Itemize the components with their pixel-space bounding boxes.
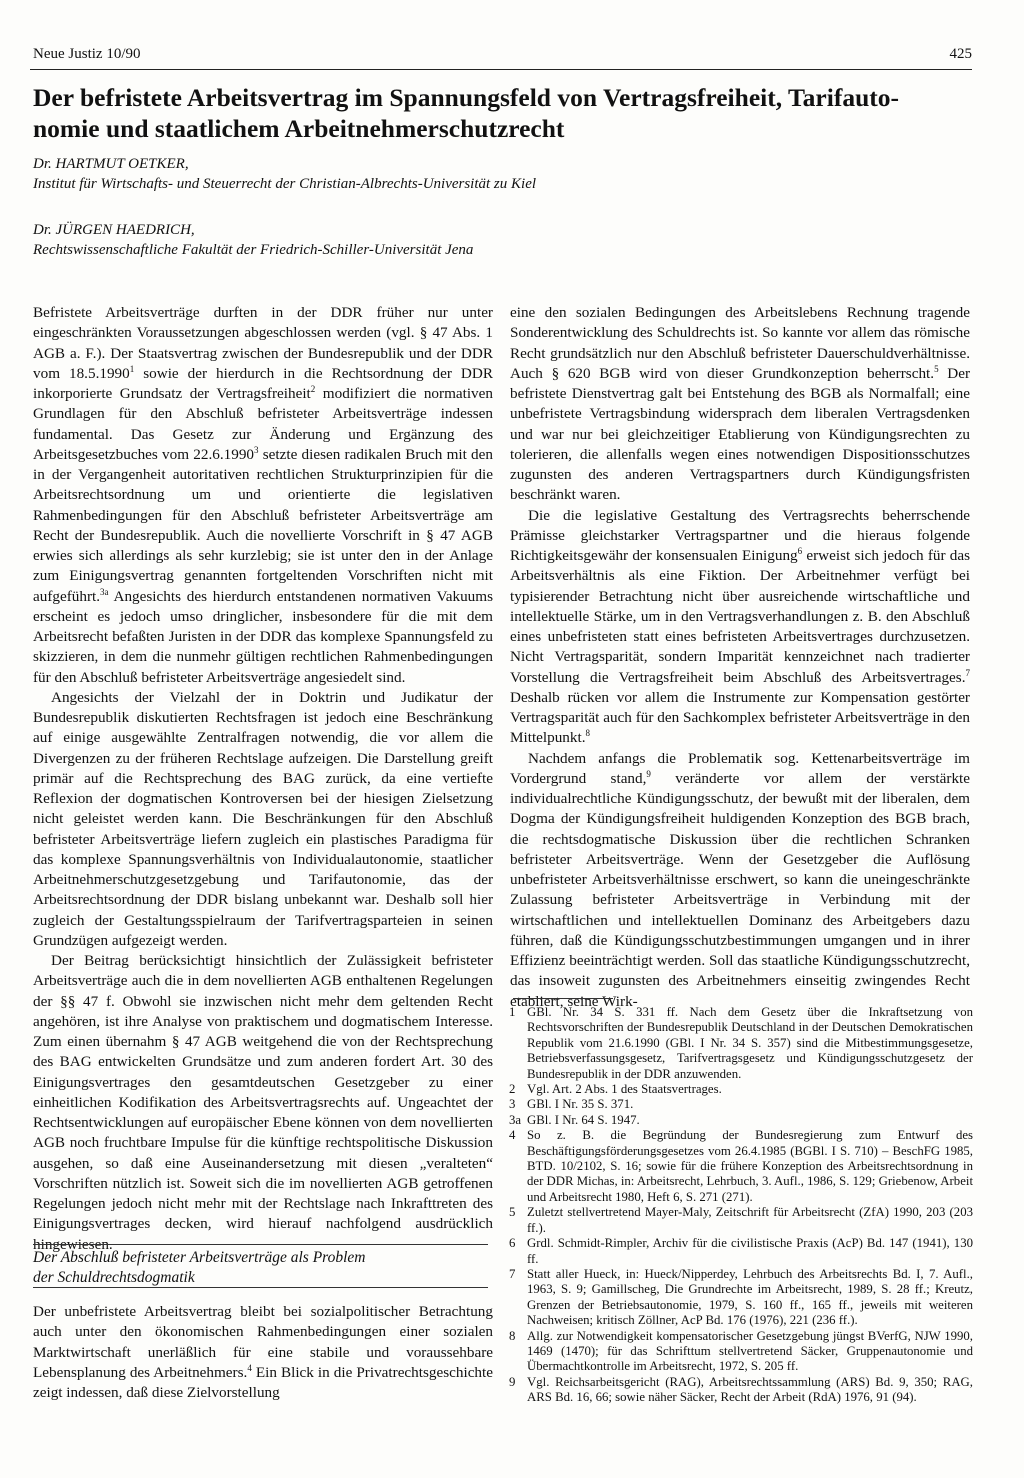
footnotes [505, 1005, 973, 1406]
footnote-number: 3 [509, 1097, 516, 1112]
footnote [505, 1375, 973, 1406]
footnote-ref[interactable]: 7 [965, 667, 970, 678]
footnote [505, 1205, 973, 1236]
footnote-ref[interactable]: 6 [797, 545, 803, 556]
footnote-text: GBl. I Nr. 35 S. 371. [527, 1097, 634, 1112]
paragraph: Die die legislative Gestaltung des Vertragsrechts beherrschende Prämisse gleichstarker Vertragspartner und die hieraus folgende Richtigkeitsgewähr der konsensualen Einigung$^6$ erweist sich jedoch für das Arbeitsverhältnis als eine Fiktion. Der Arbeitnehmer verfügt bei typisierender Betrachtung nicht über ausreichende wirtschaftliche und intellektuelle Stärke, um in den Vertragsverhandlungen z. B. den Abschluß eines unbefristeten statt eines befristeten Arbeitsvertrages durchzusetzen. Nicht Vertragsparität, sondern Imparität kennzeichnet nach tradierter Vorstellung die Vertragsfreiheit beim Abschluß des Arbeitsvertrages.$^7$ Deshalb rücken vor allem die Instrumente zur Kompensation gestörter Vertragsparität auch für den Sachkomplex befristeter Arbeitsverträge in den Mittelpunkt.$^8$ [510, 506, 970, 747]
footnote-ref[interactable]: 2 [310, 383, 316, 394]
section-heading [33, 1244, 488, 1288]
footnote-text: Vgl. Art. 2 Abs. 1 des Staatsvertrages. [527, 1082, 722, 1097]
footnote-ref[interactable]: 4 [247, 1362, 252, 1373]
footnote [505, 1329, 973, 1375]
section-heading-line: der Schuldrechtsdogmatik [33, 1269, 195, 1286]
author-block-1 [33, 154, 536, 194]
footnote [505, 1236, 973, 1267]
footnote-ref[interactable]: 3a [100, 586, 109, 597]
title-line-2: nomie und staatlichem Arbeitnehmerschutzrecht [33, 114, 565, 143]
footnote-number: 8 [509, 1328, 516, 1343]
title-line-1: Der befristete Arbeitsvertrag im Spannungsfeld von Vertragsfreiheit, Tarifauto- [33, 83, 899, 112]
author-block-2 [33, 220, 473, 260]
paragraph: Befristete Arbeitsverträge durften in der DDR früher nur unter eingeschränkten Voraussetzungen abgeschlossen werden (vgl. § 47 Abs. 1 AGB a. F.). Der Staatsvertrag zwischen der Bundesrepublik und der DDR vom 18.5.1990$^1$ sowie der hierdurch in die Rechtsordnung der DDR inkorporierte Grundsatz der Vertragsfreiheit$^2$ modifiziert die normativen Grundlagen für den Abschluß befristeter Arbeitsverträge indessen fundamental. Das Gesetz zur Änderung und Ergänzung des Arbeitsgesetzbuches vom 22.6.1990$^3$ setzte diesen radikalen Bruch mit den in der Vergangenheit autoritativen rechtlichen Strukturprinzipien für die Arbeitsrechtsordnung um und orientierte die legislativen Rahmenbedingungen für den Abschluß befristeter Arbeitsverträge am Recht der Bundesrepublik. Auch die novellierte Vorschrift in § 47 AGB erwies sich allerdings als sehr kurzlebig; sie ist unter den in der Anlage zum Einigungsvertrag genannten fortgeltenden Vorschriften nicht mit aufgeführt.$^{3a}$ Angesichts des hierdurch entstandenen normativen Vakuums erscheint es jedoch umso dringlicher, insbesondere für die mit dem Arbeitsrecht befaßten Juristen in der DDR das komplexe Spannungsfeld zu skizzieren, in dem die nunmehr gültigen rechtlichen Rahmenbedingungen für den Abschluß befristeter Arbeitsverträge angesiedelt sind. [33, 304, 493, 686]
journal-issue: Neue Justiz 10/90 [33, 46, 141, 62]
author-affiliation: Rechtswissenschaftliche Fakultät der Friedrich-Schiller-Universität Jena [33, 242, 474, 258]
footnote-ref[interactable]: 1 [129, 363, 135, 374]
right-column [510, 303, 970, 1012]
footnote-number: 4 [509, 1128, 516, 1143]
paragraph: Der Beitrag berücksichtigt hinsichtlich der Zulässigkeit befristeter Arbeitsverträge auch die in dem novellierten AGB enthaltenen Regelungen der §§ 47 f. Obwohl sie inzwischen nicht mehr dem geltenden Recht angehören, ist ihre Analyse von praktischem und dogmatischem Interesse. Zum einen übernahm § 47 AGB weitgehend die von der Rechtsprechung des BAG entwickelten Grundsätze und zum anderen fordert Art. 30 des Einigungsvertrages den gesamtdeutschen Gesetzgeber zu einer einheitlichen Kodifikation des Arbeitsvertragsrechts auf. Ungeachtet der Rechtsentwicklungen auf europäischer Ebene können von dem novellierten AGB noch fruchtbare Impulse für die künftige rechtspolitische Diskussion ausgehen, so daß eine Auseinandersetzung mit diesen „veralteten“ Vorschriften nützlich ist. Soweit sich die im novellierten AGB getroffenen Regelungen jedoch nicht mehr mit der Rechtslage nach Inkrafttreten des Einigungsvertrages decken, wird hierauf nachfolgend ausdrücklich hingewiesen. [33, 952, 493, 1253]
paragraph: eine den sozialen Bedingungen des Arbeitslebens Rechnung tragende Sonderentwicklung des Schuldrechts ist. So kannte vor allem das römische Recht grundsätzlich nur den Abschluß befristeter Dauerschuldverhältnisse. Auch § 620 BGB wird von dieser Grundkonzeption beherrscht.$^5$ Der befristete Dienstvertrag galt bei Entstehung des BGB als Normalfall; eine unbefristete Vertragsbindung widersprach dem liberalen Vertragsdenken und war nur bei gleichzeitiger Etablierung von Kündigungsrechten zu tolerieren, die allenfalls wegen eines notwendigen Dispositionsschutzes zugunsten des anderen Vertragspartners durch Kündigungsfristen beschränkt waren. [510, 304, 970, 504]
footnote-text: Vgl. Reichsarbeitsgericht (RAG), Arbeitsrechtssammlung (ARS) Bd. 9, 350; RAG, ARS Bd. 16, 66; sowie näher Säcker, Recht der Arbeit (RdA) 1976, 91 (94). [527, 1374, 973, 1405]
footnote-text: GBl. I Nr. 64 S. 1947. [527, 1112, 640, 1127]
footnote [505, 1267, 973, 1329]
footnote-ref[interactable]: 9 [646, 768, 651, 779]
footnote-text: Zuletzt stellvertretend Mayer-Maly, Zeitschrift für Arbeitsrecht (ZfA) 1990, 203 (203 ff.). [527, 1205, 973, 1235]
footnote-text: Grdl. Schmidt-Rimpler, Archiv für die civilistische Praxis (AcP) Bd. 147 (1941), 130 ff. [527, 1236, 973, 1266]
paragraph: Der unbefristete Arbeitsvertrag bleibt bei sozialpolitischer Betrachtung auch unter den ökonomischen Rahmenbedingungen einer sozialen Marktwirtschaft unerläßlich für eine stabile und voraussehbare Lebensplanung des Arbeitnehmers.$^4$ Ein Blick in die Privatrechtsgeschichte zeigt indessen, daß diese Zielvorstellung [33, 1303, 493, 1401]
section-heading-line: Der Abschluß befristeter Arbeitsverträge als Problem [33, 1249, 366, 1266]
footnote-number: 6 [509, 1236, 516, 1251]
footnote-rule [513, 998, 613, 999]
page-number: 425 [949, 46, 972, 62]
footnote-text: So z. B. die Begründung der Bundesregierung zum Entwurf des Beschäftigungsförderungsgesetzes vom 26.4.1985 (BGBl. I S. 710) – BeschFG 1985, BTD. 10/2102, S. 16; sowie für die frühere Konzeption des Arbeitsrechtsordnung in der DDR Michas, in: Arbeitsrecht, Lehrbuch, 3. Aufl., 1986, S. 129; Griebenow, Arbeit und Arbeitsrecht 1980, Heft 6, S. 271 (271). [527, 1128, 973, 1204]
left-column-lower [33, 1302, 493, 1403]
left-column [33, 303, 493, 1255]
paragraph: Nachdem anfangs die Problematik sog. Kettenarbeitsverträge im Vordergrund stand,$^9$ veränderte vor allem der verstärkte individualrechtliche Kündigungsschutz, der bewußt mit der liberalen, dem Dogma der Kündigungsfreiheit huldigenden Konzeption des BGB brach, die rechtsdogmatische Diskussion über die rechtlichen Schranken befristeter Arbeitsverträge. Wenn der Gesetzgeber die Auflösung unbefristeter Arbeitsverhältnisse erschwert, so kann die uneingeschränkte Zulassung befristeter Arbeitsverträge in Verbindung mit der wirtschaftlichen und intellektuellen Dominanz des Arbeitgebers dazu führen, daß die Kündigungsschutzbestimmungen umgangen und in ihrer Effizienz beeinträchtigt werden. Soll das staatliche Kündigungsschutzrecht, das insoweit zugunsten des Arbeitnehmers einseitig zwingendes Recht etabliert, seine Wirk- [510, 749, 970, 1010]
footnote-number: 5 [509, 1205, 516, 1220]
footnote [505, 1113, 973, 1128]
footnote [505, 1097, 973, 1112]
footnote-ref[interactable]: 8 [585, 728, 591, 739]
footnote [505, 1128, 973, 1205]
footnote-number: 7 [509, 1266, 516, 1281]
footnote-text: Statt aller Hueck, in: Hueck/Nipperdey, Lehrbuch des Arbeitsrechts Bd. I, 7. Aufl., 1963, S. 9; Gamillscheg, Die Grundrechte im Arbeitsrecht, 1989, S. 28 ff.; Kreutz, Grenzen der Betriebsautonomie, 1979, S. 160 ff., 165 ff., jeweils mit weiteren Nachweisen; kritisch Zöllner, AcP Bd. 176 (1976), 221 (236 ff.). [527, 1266, 973, 1328]
footnote-number: 1 [509, 1005, 516, 1019]
footnote-ref[interactable]: 5 [934, 363, 939, 374]
author-name: Dr. JÜRGEN HAEDRICH, [33, 222, 195, 238]
paragraph: Angesichts der Vielzahl der in Doktrin und Judikatur der Bundesrepublik diskutierten Rechtsfragen ist jedoch eine Beschränkung auf einige ausgewählte Zentralfragen notwendig, die vor allem die Divergenzen zu der früheren Rechtslage aufzeigen. Die Darstellung greift primär auf die Rechtsprechung des BAG zurück, da eine vertiefte Reflexion der dogmatischen Kontroversen bei der hiesigen Zielsetzung nicht geleistet werden kann. Die Beschränkungen für den Abschluß befristeter Arbeitsverträge liefern zugleich ein plastisches Paradigma für das komplexe Spannungsverhältnis von Individualautonomie, staatlicher Arbeitnehmerschutzgesetzgebung und Tarifautonomie, das der Arbeitsrechtsordnung der DDR bislang unbekannt war. Deshalb soll hier zugleich der Gestaltungsspielraum der Tarifvertragsparteien in seinen Grundzügen aufgezeigt werden. [33, 688, 493, 949]
footnote [505, 1005, 973, 1082]
footnote-text: GBl. Nr. 34 S. 331 ff. Nach dem Gesetz über die Inkraftsetzung von Rechtsvorschriften der Bundesrepublik Deutschland in der Deutschen Demokratischen Republik vom 21.6.1990 (GBl. I Nr. 34 S. 357) sind die Mitbestimmungsgesetze, Betriebsverfassungsgesetz, Tarifvertragsgesetz und Kündigungsschutzgesetz der Bundesrepublik in der DDR anzuwenden. [527, 1005, 973, 1081]
article-title [33, 82, 978, 144]
footnote-ref[interactable]: 3 [254, 444, 259, 455]
header-rule [30, 69, 972, 70]
footnote-text: Allg. zur Notwendigkeit kompensatorischer Gesetzgebung jüngst BVerfG, NJW 1990, 1469 (1470); für das Schrifttum stellvertretend Säcker, Gruppenautonomie und Übermachtkontrolle im Arbeitsrecht, 1972, S. 205 ff. [527, 1328, 973, 1374]
footnote-number: 3a [509, 1112, 522, 1127]
footnote-number: 2 [509, 1082, 516, 1097]
author-name: Dr. HARTMUT OETKER, [33, 156, 189, 172]
author-affiliation: Institut für Wirtschafts- und Steuerrecht der Christian-Albrechts-Universität zu Kiel [33, 176, 537, 192]
footnote [505, 1082, 973, 1097]
footnote-number: 9 [509, 1374, 516, 1389]
